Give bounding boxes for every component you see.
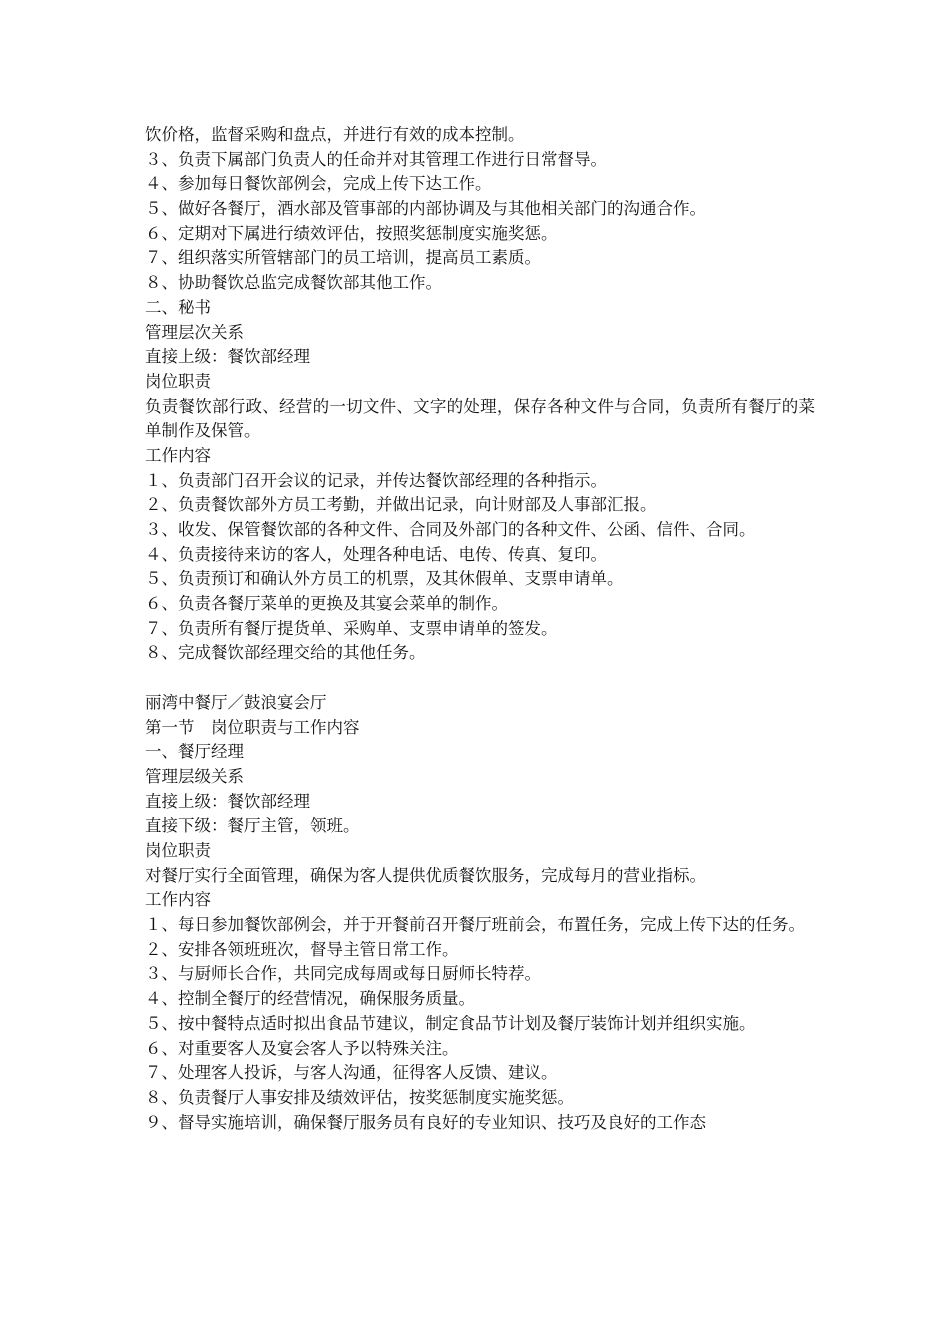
text-line: ８、协助餐饮总监完成餐饮部其他工作。: [145, 273, 442, 293]
text-line: ７、处理客人投诉，与客人沟通，征得客人反馈、建议。: [145, 1063, 558, 1083]
section-title: 丽湾中餐厅／鼓浪宴会厅: [145, 692, 327, 712]
subheading: 岗位职责: [145, 371, 211, 391]
text-line: ２、安排各领班班次，督导主管日常工作。: [145, 939, 459, 959]
text-line: 对餐厅实行全面管理，确保为客人提供优质餐饮服务，完成每月的营业指标。: [145, 865, 706, 885]
text-line: ３、负责下属部门负责人的任命并对其管理工作进行日常督导。: [145, 149, 607, 169]
text-line: ４、控制全餐厅的经营情况，确保服务质量。: [145, 989, 475, 1009]
text-line: ８、完成餐饮部经理交给的其他任务。: [145, 643, 426, 663]
text-line: 饮价格，监督采购和盘点，并进行有效的成本控制。: [145, 125, 525, 144]
text-line: 直接上级：餐饮部经理: [145, 347, 310, 367]
section-heading: 二、秘书: [145, 297, 211, 317]
text-line: ８、负责餐厅人事安排及绩效评估，按奖惩制度实施奖惩。: [145, 1087, 574, 1107]
paragraph: 负责餐饮部行政、经营的一切文件、文字的处理，保存各种文件与合同，负责所有餐厅的菜单制作及保管。: [145, 396, 815, 441]
text-line: 直接下级：餐厅主管，领班。: [145, 816, 360, 836]
document-page: [145, 123, 815, 1135]
paragraph: ５、按中餐特点适时拟出食品节建议，制定食品节计划及餐厅装饰计划并组织实施。: [145, 1013, 756, 1033]
text-line: １、负责部门召开会议的记录，并传达餐饮部经理的各种指示。: [145, 470, 607, 490]
subheading: 岗位职责: [145, 840, 211, 860]
text-line: ５、做好各餐厅，酒水部及管事部的内部协调及与其他相关部门的沟通合作。: [145, 199, 706, 219]
text-line: ７、负责所有餐厅提货单、采购单、支票申请单的签发。: [145, 618, 558, 638]
text-line: ６、对重要客人及宴会客人予以特殊关注。: [145, 1038, 459, 1058]
subheading: 管理层级关系: [145, 766, 244, 786]
subheading: 管理层次关系: [145, 322, 244, 342]
subheading: 工作内容: [145, 445, 211, 465]
blank-line: [145, 666, 815, 691]
text-line: ６、负责各餐厅菜单的更换及其宴会菜单的制作。: [145, 594, 508, 614]
text-line: ７、组织落实所管辖部门的员工培训，提高员工素质。: [145, 248, 541, 268]
section-heading: 第一节 岗位职责与工作内容: [145, 717, 360, 737]
text-line: 直接上级：餐饮部经理: [145, 791, 310, 811]
text-line: ５、负责预订和确认外方员工的机票，及其休假单、支票申请单。: [145, 569, 624, 589]
text-line: ２、负责餐饮部外方员工考勤，并做出记录，向计财部及人事部汇报。: [145, 495, 657, 515]
subheading: 工作内容: [145, 890, 211, 910]
section-heading: 一、餐厅经理: [145, 742, 244, 762]
paragraph: １、每日参加餐饮部例会，并于开餐前召开餐厅班前会，布置任务，完成上传下达的任务。: [145, 915, 805, 935]
text-line: ６、定期对下属进行绩效评估，按照奖惩制度实施奖惩。: [145, 223, 558, 243]
text-line: ９、督导实施培训，确保餐厅服务员有良好的专业知识、技巧及良好的工作态: [145, 1112, 706, 1132]
text-line: ４、参加每日餐饮部例会，完成上传下达工作。: [145, 174, 492, 194]
text-line: ３、与厨师长合作，共同完成每周或每日厨师长特荐。: [145, 964, 541, 984]
text-line: ４、负责接待来访的客人，处理各种电话、电传、传真、复印。: [145, 544, 607, 564]
paragraph: ３、收发、保管餐饮部的各种文件、合同及外部门的各种文件、公函、信件、合同。: [145, 520, 756, 540]
